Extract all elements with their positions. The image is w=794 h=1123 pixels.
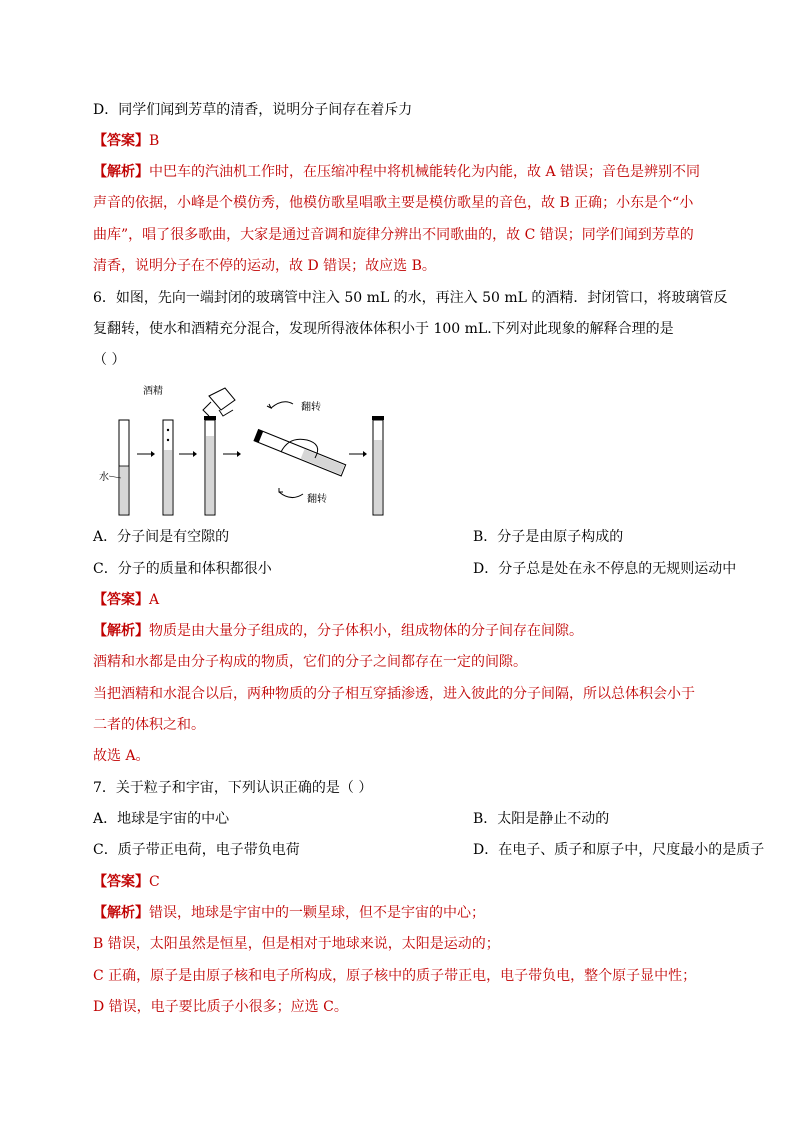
q6-option-b: B．分子是由原子构成的 [473, 529, 624, 545]
q5-answer [93, 131, 705, 151]
tube-2 [163, 420, 173, 515]
q7-explanation-1 [93, 903, 705, 923]
arrow-right-icon [223, 451, 241, 457]
answer-tag: 【答案】 [93, 874, 149, 890]
tilted-tube [254, 430, 346, 476]
arrow-right-icon [179, 451, 197, 457]
q7-options-row-1 [93, 809, 705, 829]
q7-stem: 7．关于粒子和宇宙，下列认识正确的是（ ） [93, 780, 373, 796]
q6-stem-3: （ ） [93, 352, 126, 368]
q5-explanation-1 [93, 162, 705, 182]
q6-explanation-1 [93, 621, 705, 641]
q7-option-b: B．太阳是静止不动的 [473, 811, 610, 827]
q7-explanation-3: C 正确，原子是由原子核和电子所构成，原子核中的质子带正电，电子带负电，整个原子显中性； [93, 968, 697, 984]
explanation-text: 中巴车的汽油机工作时，在压缩冲程中将机械能转化为内能，故 A 错误；音色是辨别不同 [149, 164, 701, 180]
q5-explanation-4: 清香，说明分子在不停的运动，故 D 错误；故应选 B。 [93, 258, 436, 274]
q7-answer [93, 872, 705, 892]
explanation-text: 物质是由大量分子组成的，分子体积小，组成物体的分子间存在间隙。 [149, 623, 583, 639]
label-flip-top: 翻转 [301, 402, 321, 413]
answer-tag: 【答案】 [93, 592, 149, 608]
q7-option-c: C．质子带正电荷，电子带负电荷 [93, 842, 300, 858]
q5-option-d: D．同学们闻到芳草的清香，说明分子间存在着斥力 [93, 102, 413, 118]
arrow-right-icon [349, 451, 367, 457]
q7-explanation-2: B 错误，太阳虽然是恒星，但是相对于地球来说，太阳是运动的； [93, 936, 500, 952]
q6-option-c: C．分子的质量和体积都很小 [93, 561, 272, 577]
q7-options-row-2 [93, 840, 765, 860]
q6-option-d: D．分子总是处在永不停息的无规则运动中 [473, 561, 737, 577]
q6-explanation-2: 酒精和水都是由分子构成的物质，它们的分子之间都存在一定的间隙。 [93, 654, 527, 670]
answer-value: B [149, 133, 160, 149]
answer-value: C [149, 874, 160, 890]
tube-1 [119, 420, 129, 515]
q5-explanation-3: 曲库”，唱了很多歌曲，大家是通过音调和旋律分辨出不同歌曲的，故 C 错误；同学们闻到芳草的 [93, 227, 694, 243]
explanation-tag: 【解析】 [93, 164, 149, 180]
answer-tag: 【答案】 [93, 133, 149, 149]
flip-arrow-top-icon [271, 402, 293, 408]
explanation-tag: 【解析】 [93, 905, 149, 921]
alcohol-bottle-icon [203, 388, 235, 416]
label-water: 水 [99, 472, 109, 483]
q7-explanation-4: D 错误，电子要比质子小很多；应选 C。 [93, 999, 348, 1015]
q6-explanation-3: 当把酒精和水混合以后，两种物质的分子相互穿插渗透，进入彼此的分子间隔，所以总体积会小于 [93, 686, 695, 702]
q6-options-row-1 [93, 527, 705, 547]
explanation-tag: 【解析】 [93, 623, 149, 639]
explanation-text: 错误，地球是宇宙中的一颗星球，但不是宇宙的中心； [149, 905, 485, 921]
arrow-right-icon [137, 451, 155, 457]
q6-option-a: A．分子间是有空隙的 [93, 529, 230, 545]
q6-answer [93, 590, 705, 610]
tube-4 [372, 416, 384, 515]
tube-3 [204, 416, 216, 515]
q6-explanation-4: 二者的体积之和。 [93, 717, 205, 733]
label-alcohol: 酒精 [143, 386, 163, 397]
q7-option-a: A．地球是宇宙的中心 [93, 811, 230, 827]
q6-options-row-2 [93, 559, 737, 579]
q7-option-d: D．在电子、质子和原子中，尺度最小的是质子 [473, 842, 765, 858]
q6-stem-1: 6．如图，先向一端封闭的玻璃管中注入 50 mL 的水，再注入 50 mL 的酒精．封闭管口，将玻璃管反 [93, 290, 728, 306]
experiment-figure [93, 380, 393, 516]
flip-arrow-bottom-icon [279, 492, 303, 498]
q6-stem-2: 复翻转，使水和酒精充分混合，发现所得液体体积小于 100 mL.下列对此现象的解释合理的是 [93, 321, 674, 337]
answer-value: A [149, 592, 160, 608]
q6-explanation-5: 故选 A。 [93, 748, 150, 764]
label-flip-bottom: 翻转 [307, 494, 327, 505]
q5-explanation-2: 声音的依据，小峰是个模仿秀，他模仿歌星唱歌主要是模仿歌星的音色，故 B 正确；小东是个“小 [93, 195, 694, 211]
